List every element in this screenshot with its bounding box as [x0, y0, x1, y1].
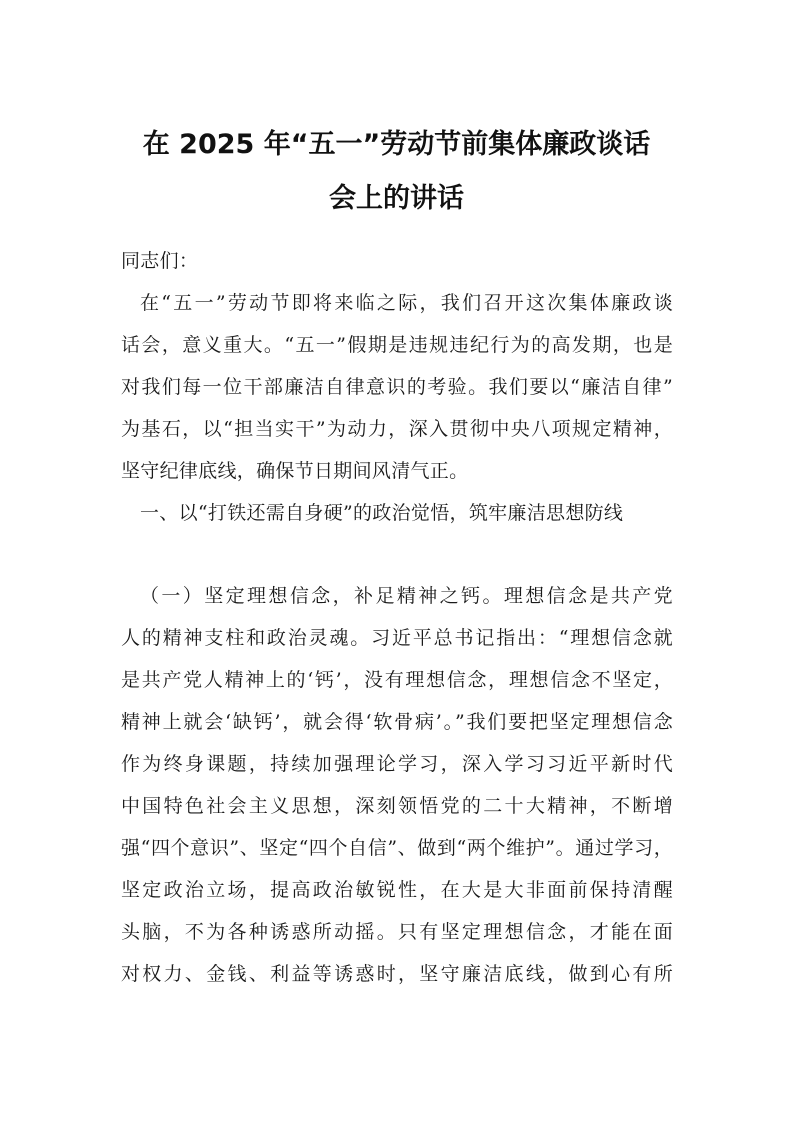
paragraph-line: 坚定政治立场，提高政治敏锐性，在大是大非面前保持清醒: [121, 879, 673, 901]
section-heading-text: 一、以“打铁还需自身硬”的政治觉悟，筑牢廉洁思想防线: [140, 502, 624, 524]
title-line-1: 在 2025 年“五一”劳动节前集体廉政谈话: [142, 129, 651, 160]
document-title: [100, 118, 693, 226]
section-heading: [121, 492, 673, 534]
paragraph-line: 是共产党人精神上的‘钙’，没有理想信念，理想信念不坚定，: [121, 669, 673, 691]
subsection-paragraph: [121, 575, 673, 995]
title-line-2: 会上的讲话: [329, 183, 464, 214]
paragraph-line: 头脑，不为各种诱惑所动摇。只有坚定理想信念，才能在面: [121, 921, 673, 943]
paragraph-line: 强“四个意识”、坚定“四个自信”、做到“两个维护”。通过学习，: [121, 837, 673, 859]
paragraph-line: 坚守纪律底线，确保节日期间风清气正。: [121, 460, 469, 482]
paragraph-line: 中国特色社会主义思想，深刻领悟党的二十大精神，不断增: [121, 795, 673, 817]
paragraph-line: 作为终身课题，持续加强理论学习，深入学习习近平新时代: [121, 753, 673, 775]
greeting: [121, 240, 673, 282]
paragraph-line: 为基石，以“担当实干”为动力，深入贯彻中央八项规定精神，: [121, 418, 673, 440]
paragraph-line: 对我们每一位干部廉洁自律意识的考验。我们要以“廉洁自律”: [121, 376, 673, 398]
paragraph-line: 对权力、金钱、利益等诱惑时，坚守廉洁底线，做到心有所: [121, 963, 673, 985]
paragraph-line: 人的精神支柱和政治灵魂。习近平总书记指出：“理想信念就: [121, 627, 673, 649]
paragraph-line: 精神上就会‘缺钙’，就会得‘软骨病’。”我们要把坚定理想信念: [121, 711, 673, 733]
paragraph-line: （一）坚定理想信念，补足精神之钙。理想信念是共产党: [140, 585, 673, 607]
greeting-text: 同志们：: [121, 250, 199, 272]
paragraph-line: 在“五一”劳动节即将来临之际，我们召开这次集体廉政谈: [140, 292, 673, 314]
paragraph-line: 话会，意义重大。“五一”假期是违规违纪行为的高发期，也是: [121, 334, 673, 356]
opening-paragraph: [121, 282, 673, 492]
